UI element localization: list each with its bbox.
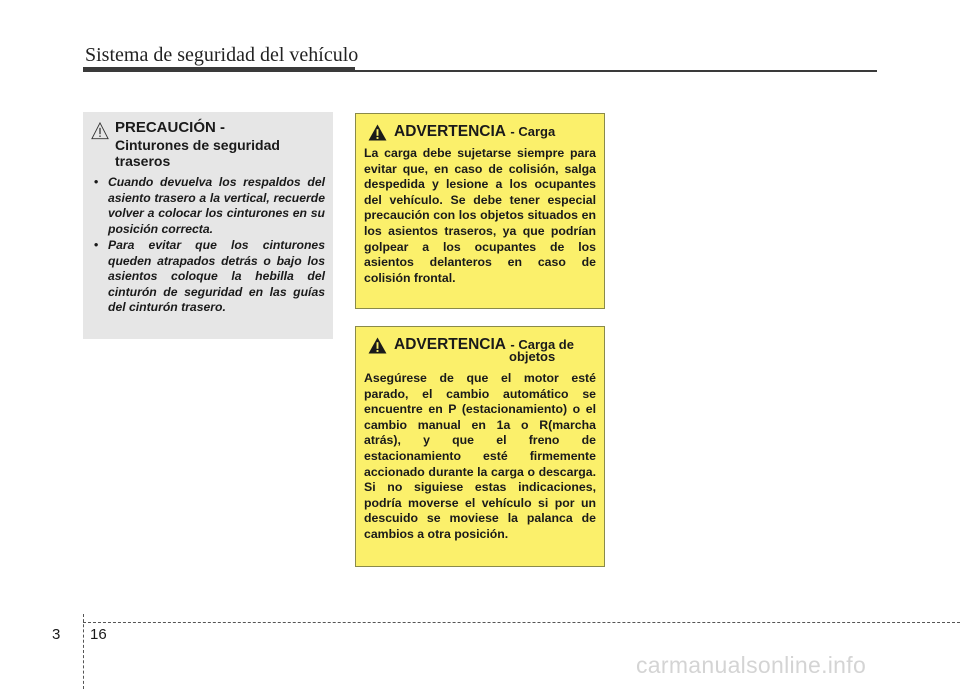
caution-bullet: • Cuando devuelva los respaldos del asiento trasero a la vertical, recuerde volver a colocar los cinturones en su posición correcta. [91,175,325,237]
caution-subtitle-line2: traseros [115,153,171,169]
warning-cargo-title: ADVERTENCIA [394,123,506,140]
footer-dashed-divider [83,614,84,689]
footer-dashed-rule [83,622,960,623]
caution-box [83,112,333,339]
header-rule-thin [355,70,877,72]
warning-loading-subtitle-line2: objetos [509,349,556,364]
footer-page-number: 16 [90,626,107,643]
header-rule-thick [83,67,355,72]
warning-loading-header [364,335,596,355]
warning-box-loading [355,326,605,567]
caution-subtitle-line1: Cinturones de seguridad [115,137,280,153]
warning-outline-icon [91,122,109,140]
footer-chapter-number: 3 [52,626,61,643]
warning-cargo-body: La carga debe sujetarse siempre para evitar que, en caso de colisión, salga despedida y lesione a los ocupantes del vehículo. Se debe tener especial precaución con los objetos situados en los asientos traseros, ya que podrían golpear a los ocupantes de los asientos delanteros en caso de colisión frontal. [364,146,596,285]
warning-loading-title: ADVERTENCIA [394,336,506,353]
caution-header [91,119,325,169]
warning-loading-body: Asegúrese de que el motor esté parado, el cambio automático se encuentre en P (estacionamiento) o el cambio manual en 1a o R(marcha atrás), y que el freno de estacionamiento esté firmemente accionado durante la carga o descarga. Si no siguiese estas indicaciones, podría moverse el vehículo si por un descuido se moviese la palanca de cambios a otra posición. [364,371,596,541]
page-header-title: Sistema de seguridad del vehículo [85,44,359,66]
caution-title: PRECAUCIÓN - [115,119,226,136]
warning-loading-subtitle: - Carga de [510,337,574,352]
warning-cargo-subtitle: - Carga [510,124,556,139]
warning-cargo-header [364,122,596,142]
warning-filled-icon [368,337,387,354]
caution-bullet: • Para evitar que los cinturones queden atrapados detrás o bajo los asientos coloque la hebilla del cinturón de seguridad en las guías del cinturón trasero. [91,238,325,316]
caution-bullet-list [91,175,325,316]
warning-filled-icon [368,124,387,141]
warning-box-cargo [355,113,605,309]
watermark-text: carmanualsonline.info [636,652,867,678]
